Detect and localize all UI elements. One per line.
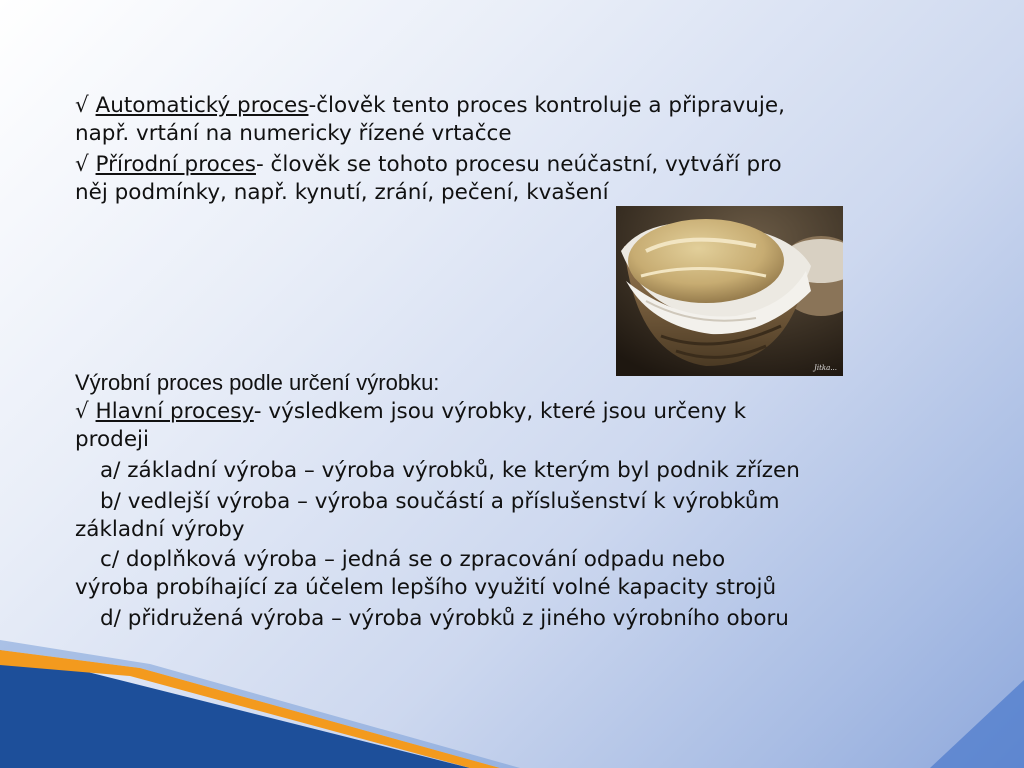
item-a: a/ základní výroba – výroba výrobků, ke kterým byl podnik zřízen bbox=[100, 458, 800, 483]
section-heading: Výrobní proces podle určení výrobku: bbox=[75, 370, 440, 395]
item-d: d/ přidružená výroba – výroba výrobků z jiného výrobního oboru bbox=[100, 606, 789, 631]
main-processes-text: - výsledkem jsou výrobky, které jsou určeny k bbox=[253, 399, 747, 424]
natural-process-term: Přírodní proces bbox=[95, 152, 256, 177]
main-processes-line-2: prodeji bbox=[75, 427, 149, 452]
check-icon: √ bbox=[75, 152, 89, 177]
bottom-right-shade bbox=[930, 680, 1024, 768]
main-processes-term: Hlavní procesy bbox=[95, 399, 254, 424]
natural-process-line-2: něj podmínky, např. kynutí, zrání, pečení, kvašení bbox=[75, 180, 609, 205]
automatic-process-line-2: např. vrtání na numericky řízené vrtačce bbox=[75, 121, 512, 146]
item-b-line-2: základní výroby bbox=[75, 517, 245, 542]
item-c-line-2: výroba probíhající za účelem lepšího využití volné kapacity strojů bbox=[75, 575, 777, 600]
automatic-process-text: -člověk tento proces kontroluje a připravuje, bbox=[308, 93, 785, 118]
check-icon: √ bbox=[75, 399, 89, 424]
check-icon: √ bbox=[75, 93, 89, 118]
photo-watermark: Jitka... bbox=[814, 364, 837, 372]
automatic-process-term: Automatický proces bbox=[95, 93, 309, 118]
natural-process-text: - člověk se tohoto procesu neúčastní, vytváří pro bbox=[255, 152, 782, 177]
item-b: b/ vedlejší výroba – výroba součástí a příslušenství k výrobkům bbox=[100, 489, 780, 514]
item-c: c/ doplňková výroba – jedná se o zpracování odpadu nebo bbox=[100, 547, 726, 572]
